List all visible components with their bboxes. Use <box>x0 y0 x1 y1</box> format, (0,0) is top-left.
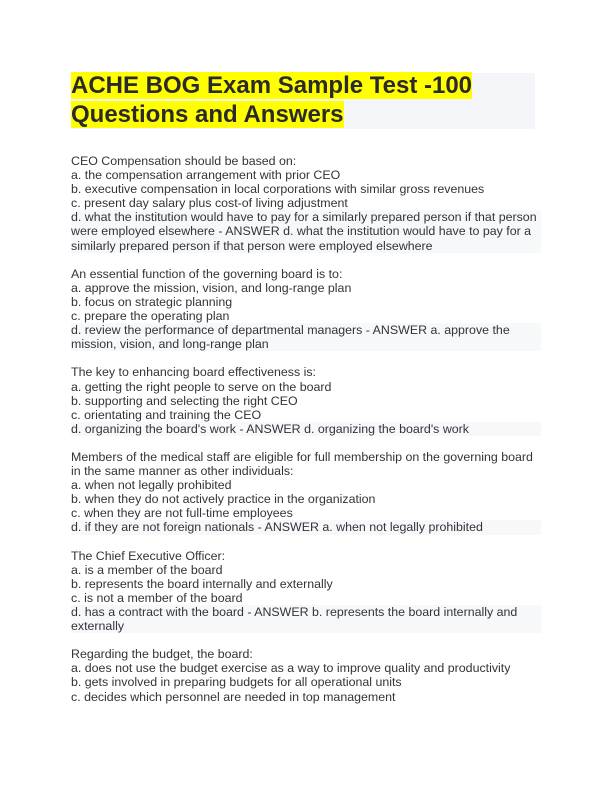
question-list <box>71 154 541 718</box>
answer-option: c. orientating and training the CEO <box>71 407 262 422</box>
answer-option: c. when they are not full-time employees <box>71 506 293 521</box>
answer-option: c. decides which personnel are needed in top management <box>71 689 396 704</box>
answer-option: b. focus on strategic planning <box>71 294 233 309</box>
question-stem: Regarding the budget, the board: <box>71 647 253 662</box>
title-highlight: ACHE BOG Exam Sample Test -100 Questions and Answers <box>71 72 473 128</box>
answer-option: c. is not a member of the board <box>71 590 243 605</box>
answer-option-with-answer: d. what the institution would have to pay for a similarly prepared person if that person were employed elsewhere - ANSWER d. what the institution would have to pay for a similarly prepared person if that person were employed elsewhere <box>71 210 541 252</box>
question-stem: An essential function of the governing board is to: <box>71 266 343 281</box>
answer-option: a. does not use the budget exercise as a way to improve quality and productivity <box>71 661 511 676</box>
answer-option: a. the compensation arrangement with prior CEO <box>71 168 341 183</box>
answer-option: b. gets involved in preparing budgets for all operational units <box>71 675 402 690</box>
answer-option-with-answer: d. if they are not foreign nationals - ANSWER a. when not legally prohibited <box>71 520 541 534</box>
question-stem: The Chief Executive Officer: <box>71 548 226 563</box>
answer-option-with-answer: d. has a contract with the board - ANSWER b. represents the board internally and externally <box>71 605 541 633</box>
answer-option: b. when they do not actively practice in the organization <box>71 492 376 507</box>
question-block <box>71 154 541 253</box>
answer-option: b. represents the board internally and externally <box>71 576 333 591</box>
answer-option: a. getting the right people to serve on the board <box>71 379 332 394</box>
answer-option: b. supporting and selecting the right CEO <box>71 393 298 408</box>
question-block <box>71 647 541 703</box>
answer-option: a. is a member of the board <box>71 562 223 577</box>
answer-option: c. present day salary plus cost-of living adjustment <box>71 196 348 211</box>
document-title <box>71 72 541 129</box>
answer-option: a. approve the mission, vision, and long-range plan <box>71 280 352 295</box>
question-block <box>71 549 541 634</box>
answer-option: a. when not legally prohibited <box>71 478 232 493</box>
answer-option: b. executive compensation in local corporations with similar gross revenues <box>71 182 485 197</box>
question-stem: CEO Compensation should be based on: <box>71 154 297 168</box>
question-stem: The key to enhancing board effectiveness is: <box>71 365 316 380</box>
answer-option: c. prepare the operating plan <box>71 309 230 324</box>
question-block <box>71 267 541 352</box>
question-stem: Members of the medical staff are eligible for full membership on the governing board in the same manner as other individuals: <box>71 449 533 479</box>
question-block <box>71 450 541 535</box>
question-block <box>71 365 541 435</box>
answer-option-with-answer: d. organizing the board's work - ANSWER d. organizing the board's work <box>71 422 541 436</box>
answer-option-with-answer: d. review the performance of departmental managers - ANSWER a. approve the mission, vision, and long-range plan <box>71 323 541 351</box>
